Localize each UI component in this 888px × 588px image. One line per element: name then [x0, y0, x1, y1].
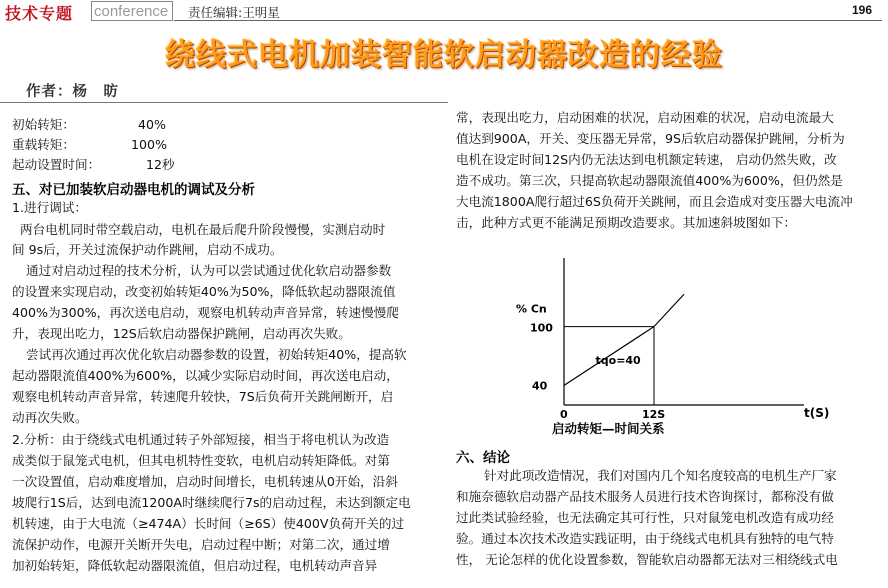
param-value: 40% — [138, 117, 166, 132]
chart-title: 启动转矩—时间关系 — [552, 421, 665, 436]
body-line: 尝试再次通过再次优化软启动器参数的设置，初始转矩40%，提高软 — [26, 347, 407, 362]
body-line: 一次设置值，启动难度增加，启动时间增长，电机转速从0开始，沿斜 — [12, 474, 398, 489]
header-rule — [174, 20, 882, 21]
y-tick-label: 40 — [532, 379, 548, 393]
body-line: 观察电机转动声音异常，转速爬升较快，7S后负荷开关跳闸断开，启 — [12, 389, 394, 404]
y-tick-label: 100 — [530, 321, 553, 335]
body-line: 成类似于鼠笼式电机，但其电机特性变软，电机启动转矩降低。对第 — [12, 453, 390, 468]
body-line: 流保护动作，电源开关断开失电，启动过程中断；对第二次，通过增 — [12, 537, 390, 552]
editor-credit: 责任编辑:王明星 — [188, 5, 280, 20]
param-value: 12秒 — [146, 157, 175, 172]
body-line: 升，表现出吃力，12S后软启动器保护跳闸，启动再次失败。 — [12, 326, 351, 341]
body-line: 值达到900A，开关、变压器无异常，9S后软启动器保护跳闸，分析为 — [456, 131, 845, 146]
subheading-1: 1.进行调试： — [12, 200, 87, 215]
conference-label: conference — [94, 3, 169, 20]
section-6-heading: 六、结论 — [456, 450, 510, 466]
body-line: 性， 无论怎样的优化设置参数，智能软启动器都无法对三相绕线式电 — [456, 552, 838, 567]
body-line: 起动器限流值400%为600%，以减少实际启动时间，再次送电启动， — [12, 368, 399, 383]
page-number: 196 — [851, 3, 872, 17]
article-title: 绕线式电机加装智能软启动器改造的经验 — [165, 38, 723, 73]
page-header — [0, 0, 888, 22]
body-line: 常，表现出吃力，启动困难的状况，启动困难的状况，启动电流最大 — [456, 110, 834, 125]
body-line: 击，此种方式更不能满足预期改造要求。其加速斜坡图如下： — [456, 215, 797, 230]
param-label: 起动设置时间： — [12, 157, 101, 172]
torque-time-chart — [504, 250, 844, 440]
article-author: 作者：杨 昉 — [26, 84, 119, 100]
torque-series-line — [564, 294, 684, 385]
body-line: 过此类试验经验，也无法确定其可行性，只对鼠笼电机改造有成功经 — [456, 510, 834, 525]
y-axis-label: % Cn — [516, 302, 547, 316]
body-line: 间 9s后，开关过流保护动作跳闸，启动不成功。 — [12, 242, 283, 257]
x-tick-label: 12S — [642, 408, 666, 421]
body-line: 验。通过本次技术改造实践证明，由于绕线式电机具有独特的电气特 — [456, 531, 834, 546]
body-line: 机转速，由于大电流（≥474A）长时间（≥6S）使400V负荷开关的过 — [12, 516, 405, 531]
body-line: 加初始转矩，降低软起动器限流值，但启动过程，电机转动声音异 — [12, 558, 378, 573]
param-value: 100% — [131, 137, 168, 152]
section-tag — [2, 1, 90, 21]
section-tag-label: 技术专题 — [5, 4, 74, 23]
body-line: 的设置来实现启动，改变初始转矩40%为50%，降低软起动器限流值 — [12, 284, 396, 299]
param-label: 初始转矩： — [12, 117, 75, 132]
body-line: 针对此项改造情况，我们对国内几个知名度较高的电机生产厂家 — [484, 468, 837, 483]
x-axis-label: t(S) — [804, 406, 830, 420]
body-line: 动再次失败。 — [12, 410, 88, 425]
body-line: 2.分析：由于绕线式电机通过转子外部短接，相当于将电机认为改造 — [12, 432, 390, 447]
body-line: 通过对启动过程的技术分析，认为可以尝试通过优化软启动器参数 — [26, 263, 392, 278]
body-line: 400%为300%，再次送电启动，观察电机转动声音异常，转速慢慢爬 — [12, 305, 399, 320]
body-line: 大电流1800A爬行超过6S负荷开关跳闸，而且会造成对变压器大电流冲 — [456, 194, 853, 209]
body-line: 造不成功。第三次，只提高软起动器限流值400%为600%，但仍然是 — [456, 173, 843, 188]
param-label: 重载转矩： — [12, 137, 75, 152]
body-line: 和施奈德软启动器产品技术服务人员进行技术咨询探讨，都称没有做 — [456, 489, 834, 504]
body-line: 电机在设定时间12S内仍无法达到电机额定转速， 启动仍然失败，改 — [456, 152, 837, 167]
author-rule — [0, 102, 448, 103]
chart-annotation: tqo=40 — [595, 353, 641, 367]
x-tick-label: 0 — [560, 408, 568, 421]
body-line: 坡爬行1S后，达到电流1200A时继续爬行7s的启动过程，未达到额定电 — [12, 495, 411, 510]
conference-badge — [91, 1, 173, 21]
body-line: 两台电机同时带空载启动，电机在最后爬升阶段慢慢，实测启动时 — [20, 222, 386, 237]
section-5-heading: 五、对已加装软启动器电机的调试及分析 — [12, 182, 255, 198]
